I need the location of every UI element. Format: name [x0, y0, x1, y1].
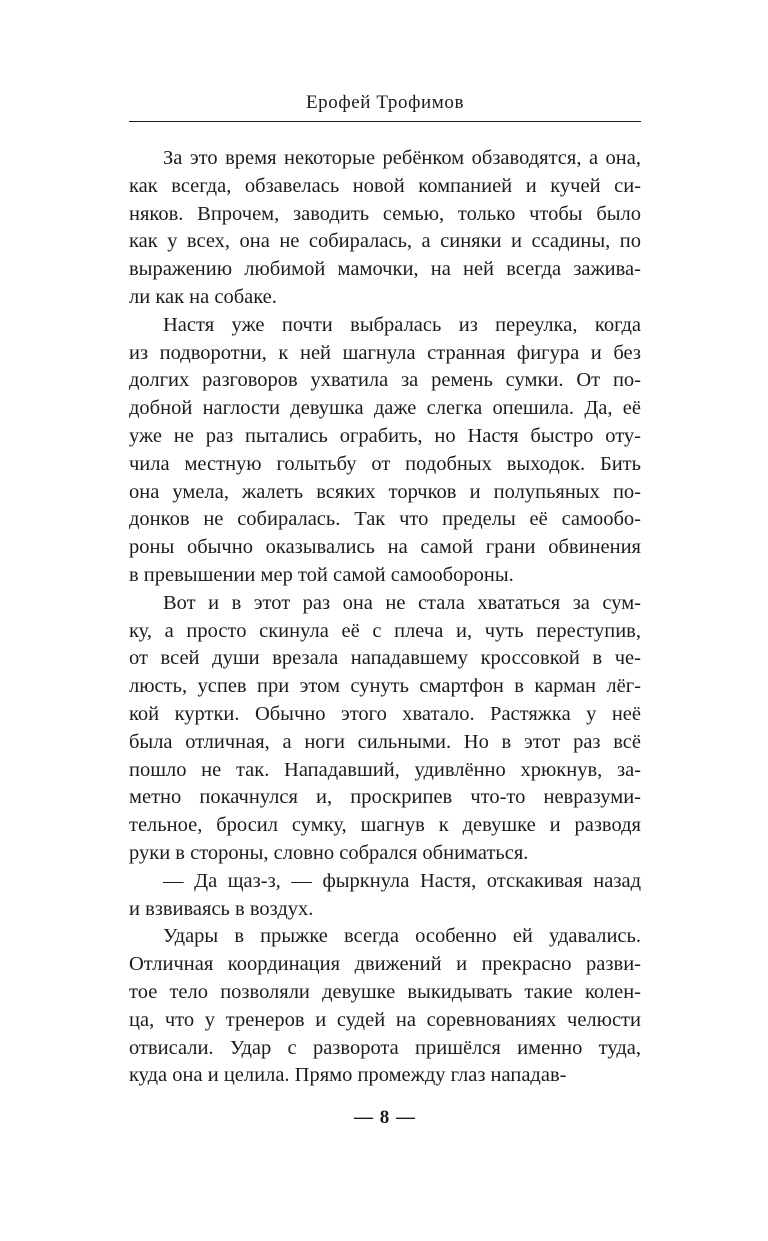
text-line: донков не собиралась. Так что пределы её самообо- [129, 508, 641, 531]
text-line: куда она и целила. Прямо промежду глаз нападав- [129, 1064, 567, 1087]
text-line: добной наглости девушка даже слегка опешила. Да, её [129, 397, 641, 420]
text-line: выражению любимой мамочки, на ней всегда зажива- [129, 258, 641, 281]
text-line: ли как на собаке. [129, 285, 277, 308]
paragraph [129, 145, 641, 312]
text-line: от всей души врезала нападавшему кроссовкой в че- [129, 647, 641, 670]
text-line: кой куртки. Обычно этого хватало. Растяжка у неё [129, 702, 641, 725]
text-line: чила местную голытьбу от подобных выходок. Бить [129, 452, 641, 475]
text-line: пошло не так. Нападавший, удивлённо хрюкнув, за- [129, 758, 641, 781]
paragraph [129, 923, 641, 1090]
text-line: люсть, успев при этом сунуть смартфон в карман лёг- [129, 675, 641, 698]
text-line: Отличная координация движений и прекрасно разви- [129, 953, 641, 976]
text-line: и взвиваясь в воздух. [129, 897, 314, 920]
text-line: как всегда, обзавелась новой компанией и кучей си- [129, 174, 641, 197]
paragraph [129, 590, 641, 868]
text-line: руки в стороны, словно собрался обниматься. [129, 841, 529, 864]
text-line: Удары в прыжке всегда особенно ей удавались. [163, 925, 641, 948]
text-line: из подворотни, к ней шагнула странная фигура и без [129, 341, 641, 364]
text-line: ку, а просто скинула её с плеча и, чуть переступив, [129, 619, 641, 642]
body-text [129, 145, 641, 1090]
text-line: она умела, жалеть всяких торчков и полупьяных по- [129, 480, 641, 503]
text-line: в превышении мер той самой самообороны. [129, 563, 514, 586]
text-line: долгих разговоров ухватила за ремень сумки. От по- [129, 369, 641, 392]
page-number: — 8 — [354, 1107, 416, 1128]
running-header-author: Ерофей Трофимов [305, 92, 465, 113]
text-line: роны обычно оказывались на самой грани обвинения [129, 536, 641, 559]
paragraph [129, 868, 641, 924]
text-line: — Да щаз-з, — фыркнула Настя, отскакивая назад [163, 869, 641, 892]
paragraph [129, 312, 641, 590]
text-line: как у всех, она не собиралась, а синяки и ссадины, по [129, 230, 641, 253]
text-line: За это время некоторые ребёнком обзаводятся, а она, [163, 147, 641, 169]
text-line: уже не раз пытались ограбить, но Настя быстро оту- [129, 424, 641, 447]
text-line: тое тело позволяли девушке выкидывать такие колен- [129, 980, 641, 1003]
text-line: метно покачнулся и, проскрипев что-то невразуми- [129, 786, 641, 809]
text-line: ца, что у тренеров и судей на соревнованиях челюсти [129, 1008, 641, 1031]
text-line: няков. Впрочем, заводить семью, только чтобы было [129, 202, 641, 225]
header-divider [129, 121, 641, 122]
text-line: тельное, бросил сумку, шагнув к девушке и разводя [129, 814, 641, 837]
text-line: была отличная, а ноги сильными. Но в этот раз всё [129, 730, 641, 753]
text-line: Вот и в этот раз она не стала хвататься за сум- [163, 591, 641, 614]
text-line: отвисали. Удар с разворота пришёлся именно туда, [129, 1036, 641, 1059]
text-line: Настя уже почти выбралась из переулка, когда [163, 313, 641, 336]
